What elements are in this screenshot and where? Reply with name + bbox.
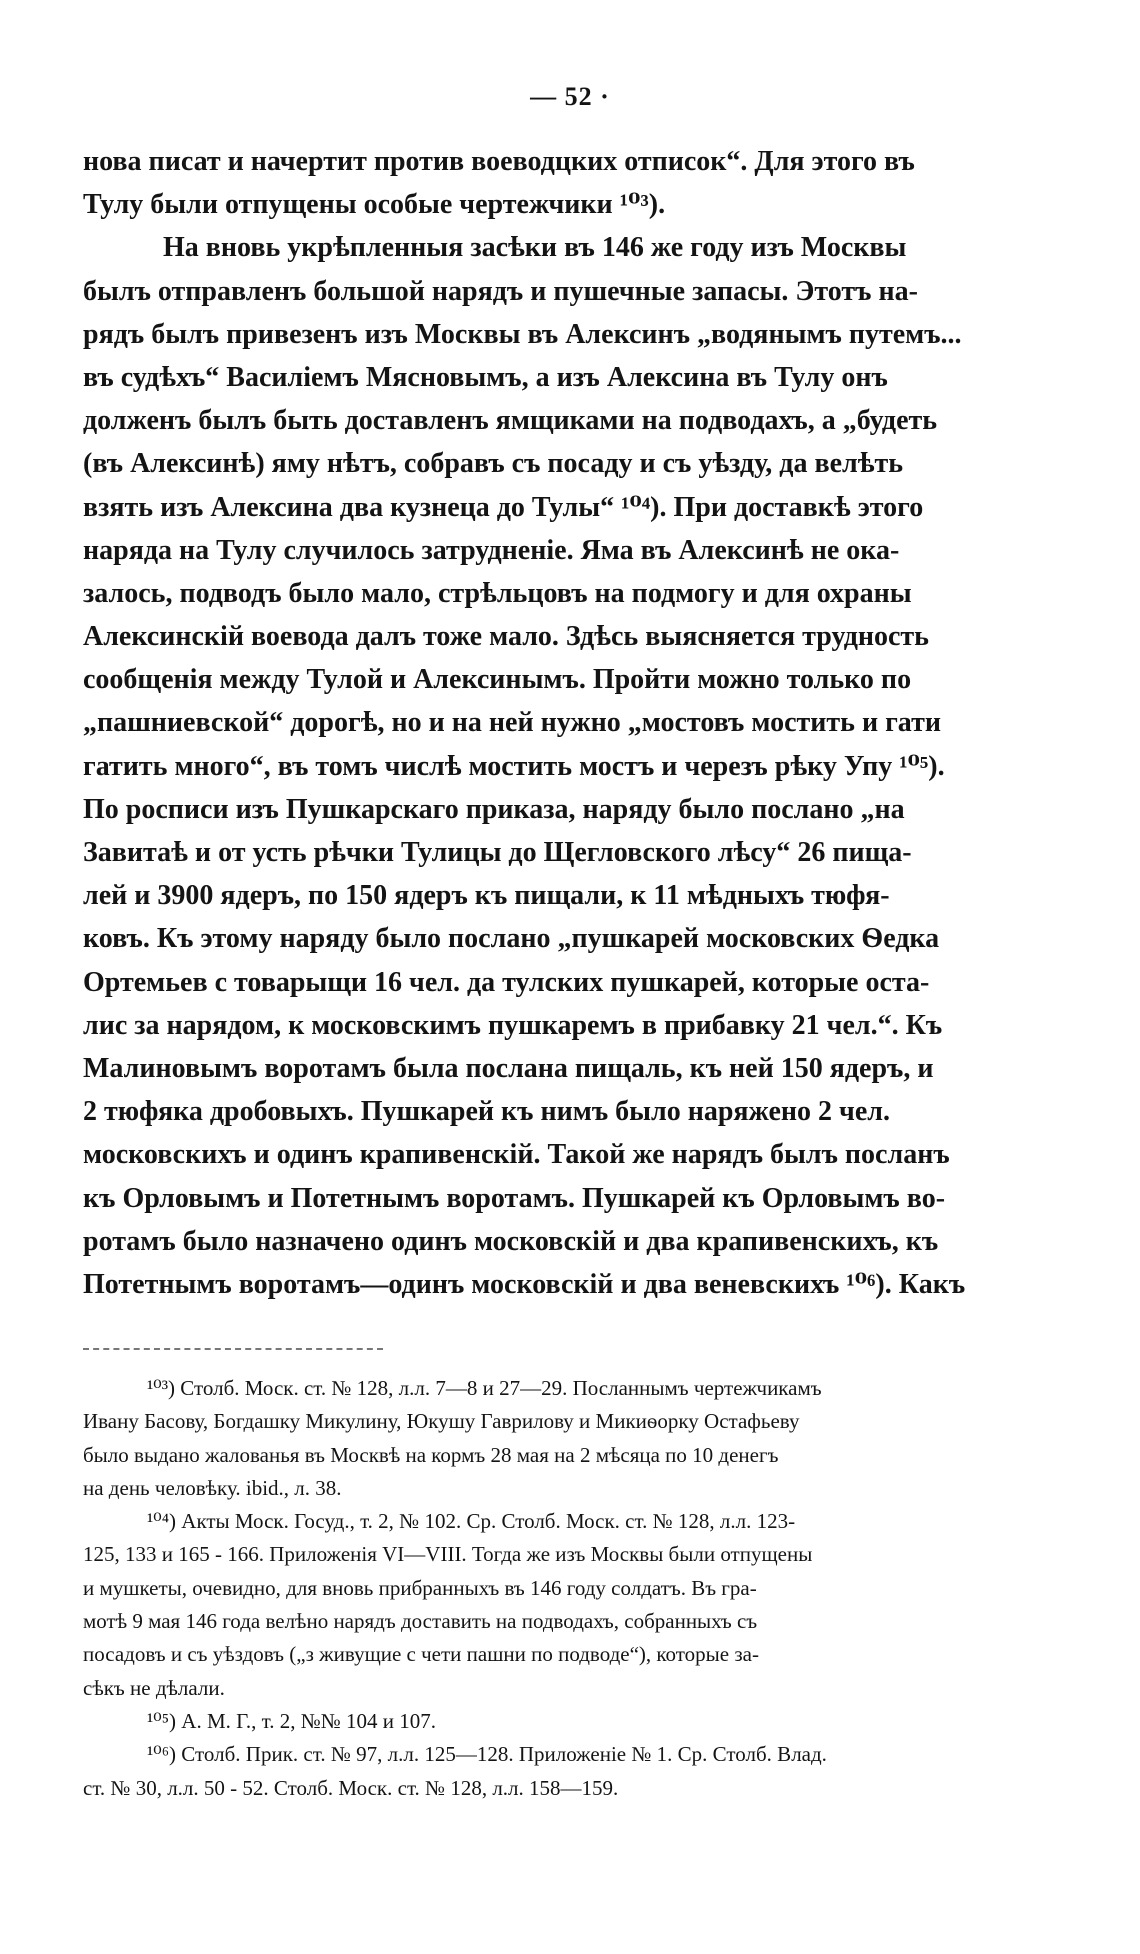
footnote-line: и мушкеты, очевидно, для вновь прибранныхъ въ 146 году солдатъ. Въ гра- [83,1575,757,1600]
body-line: Малиновымъ воротамъ была послана пищаль, къ ней 150 ядеръ, и [83,1052,934,1084]
body-line: рядъ былъ привезенъ изъ Москвы въ Алексинъ „водянымъ путемъ... [83,318,962,350]
footnotes [83,1372,1091,1805]
footnote-line: сѣкъ не дѣлали. [83,1675,225,1700]
footnote-line: ¹⁰⁴) Акты Моск. Госуд., т. 2, № 102. Ср. Столб. Моск. ст. № 128, л.л. 123- [147,1509,796,1534]
body-line: На вновь укрѣпленныя засѣки въ 146 же году изъ Москвы [163,232,907,264]
body-line: Потетнымъ воротамъ—одинъ московскій и два веневскихъ ¹⁰⁶). Какъ [83,1268,966,1300]
body-line: гатить много“, въ томъ числѣ мостить мостъ и черезъ рѣку Упу ¹⁰⁵). [83,750,945,782]
body-line: ковъ. Къ этому наряду было послано „пушкарей московских Ѳедка [83,923,940,955]
body-line: къ Орловымъ и Потетнымъ воротамъ. Пушкарей къ Орловымъ во- [83,1182,946,1214]
footnote-line: ¹⁰⁶) Столб. Прик. ст. № 97, л.л. 125—128. Приложеніе № 1. Ср. Столб. Влад. [147,1742,827,1767]
page-number: — 52 · [530,82,610,111]
body-line: въ судѣхъ“ Василіемъ Мясновымъ, а изъ Алексина въ Тулу онъ [83,361,888,393]
body-line: (въ Алексинѣ) яму нѣтъ, собравъ съ посаду и съ уѣзду, да велѣть [83,448,904,480]
body-line: былъ отправленъ большой нарядъ и пушечные запасы. Этотъ на- [83,275,918,307]
body-line: ротамъ было назначено одинъ московскій и два крапивенскихъ, къ [83,1225,939,1257]
footnote-line: ¹⁰⁵) А. М. Г., т. 2, №№ 104 и 107. [147,1708,437,1733]
body-line: взять изъ Алексина два кузнеца до Тулы“ ¹⁰⁴). При доставкѣ этого [83,491,924,523]
body-line: нова писат и начертит против воеводцких отписок“. Для этого въ [83,146,915,177]
body-line: сообщенія между Тулой и Алексинымъ. Пройти можно только по [83,664,912,696]
body-line: По росписи изъ Пушкарскаго приказа, наряду было послано „на [83,793,905,825]
body-line: наряда на Тулу случилось затрудненіе. Яма въ Алексинѣ не ока- [83,534,900,566]
body-line: Завитаѣ и от усть рѣчки Тулицы до Щегловского лѣсу“ 26 пища- [83,837,912,868]
footnote-line: ¹⁰³) Столб. Моск. ст. № 128, л.л. 7—8 и 27—29. Посланнымъ чертежчикамъ [147,1376,822,1400]
footnote-line: Ивану Басову, Богдашку Микулину, Юкушу Гаврилову и Микиѳорку Остафьеву [83,1409,800,1434]
body-line: Ортемьев с товарыщи 16 чел. да тулских пушкарей, которые оста- [83,966,930,998]
footnote-line: на день человѣку. ibid., л. 38. [83,1475,342,1500]
footnote-line: было выдано жалованья въ Москвѣ на кормъ 28 мая на 2 мѣсяца по 10 денегъ [83,1442,779,1467]
footnote-line: ст. № 30, л.л. 50 - 52. Столб. Моск. ст. № 128, л.л. 158—159. [83,1775,619,1800]
body-line: Тулу были отпущены особые чертежчики ¹⁰³). [83,189,666,221]
body-line: московскихъ и одинъ крапивенскій. Такой же нарядъ былъ посланъ [83,1139,950,1171]
footnote-line: посадовъ и съ уѣздовъ („з живущие с чети пашни по подводе“), которые за- [83,1642,759,1667]
footnote-line: мотѣ 9 мая 146 года велѣно нарядъ доставить на подводахъ, собранныхъ съ [83,1609,758,1634]
body-line: залось, подводъ было мало, стрѣльцовъ на подмогу и для охраны [83,577,912,609]
body-text [83,140,1091,1306]
footnote-separator [83,1348,383,1350]
body-line: Алексинскій воевода далъ тоже мало. Здѣсь выясняется трудность [83,621,929,653]
body-line: долженъ былъ быть доставленъ ямщиками на подводахъ, а „будеть [83,405,938,437]
body-line: 2 тюфяка дробовыхъ. Пушкарей къ нимъ было наряжено 2 чел. [83,1096,890,1128]
body-line: „пашниевской“ дорогѣ, но и на ней нужно „мостовъ мостить и гати [83,707,941,739]
body-line: лис за нарядом, к московскимъ пушкаремъ в прибавку 21 чел.“. Къ [83,1009,943,1041]
footnote-line: 125, 133 и 165 - 166. Приложенія VI—VIII. Тогда же изъ Москвы были отпущены [83,1542,813,1567]
body-line: лей и 3900 ядеръ, по 150 ядеръ къ пищали, к 11 мѣдныхъ тюфя- [83,880,890,912]
